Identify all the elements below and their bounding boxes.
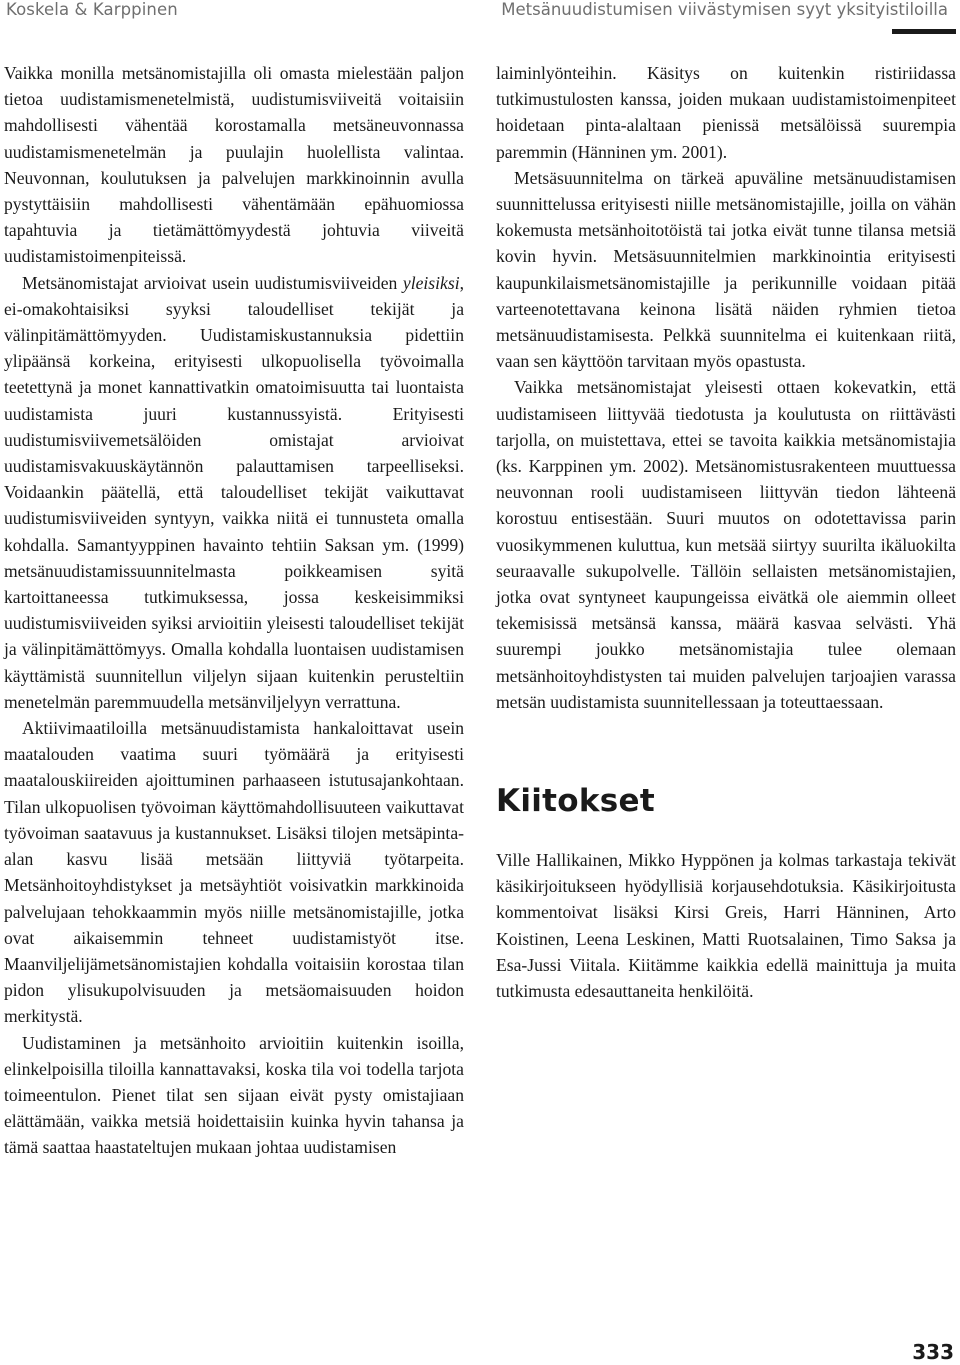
left-text-column [4,60,464,1161]
paragraph [4,270,464,715]
right-text-column [496,60,956,1004]
paragraph: laiminlyönteihin. Käsitys on kuitenkin ristiriidassa tutkimustulosten kanssa, joiden mukaan uudistamistoimenpiteet hoidetaan pinta-alaltaan pienissä metsälöissä suurempia paremmin (Hänninen ym. 2001). [496,63,956,162]
paragraph: Vaikka metsänomistajat yleisesti ottaen kokevatkin, että uudistamiseen liittyvää tiedotusta ja koulutusta on riittävästi tarjolla, on muistettava, ettei se tavoita kaikkia metsänomistajia (ks. Karppinen ym. 2002). Metsänomistusrakenteen muuttuessa neuvonnan rooli uudistamiseen liittyvän tiedon lähteenä korostuu entisestään. Suuri muutos on odotettavissa parin vuosikymmenen kuluttua, kun metsää siirtyy suurilta ikäluokilta seuraavalle sukupolvelle. Tällöin sellaisten metsänomistajien, jotka ovat syntyneet kaupungeissa eivätkä ole aiemmin olleet tekemisissä metsänsä kanssa, määrä kasvaa selvästi. Yhä suurempi joukko metsänomistajia tulee olemaan metsänhoitoyhdistysten tai muiden palvelujen tarjoajien varassa metsän uudistamista suunnitellessaan ja toteuttaessaan. [496,377,956,712]
header-rule-bar [892,29,956,34]
running-header-title: Metsänuudistumisen viivästymisen syyt yksityistiloilla [501,0,948,19]
italic-term: yleisiksi [402,272,460,293]
running-header-authors: Koskela & Karppinen [6,0,178,19]
paragraph: Ville Hallikainen, Mikko Hyppönen ja kolmas tarkastaja tekivät käsikirjoitukseen hyödyllisiä korjausehdotuksia. Käsikirjoitusta kommentoivat lisäksi Kirsi Greis, Harri Hänninen, Arto Koistinen, Leena Leskinen, Matti Ruotsalainen, Timo Saksa ja Esa-Jussi Viitala. Kiitämme kaikkia edellä mainittuja ja muita tutkimusta edesauttaneita henkilöitä. [496,850,956,1002]
paragraph: Vaikka monilla metsänomistajilla oli omasta mielestään paljon tietoa uudistamismenetelmistä, uudistumisviiveitä voitaisiin mahdollisesti vähentää korostamalla metsäneuvonnassa uudistamismenetelmän ja puulajin huolellista valintaa. Neuvonnan, koulutuksen ja palvelujen markkinoinnin avulla pystyttäisiin mahdollisesti vähentämään epähuomiossa tapahtuvia ja tietämättömyydestä johtuvia viiveitä uudistamistoimenpiteissä. [4,63,464,267]
paragraph: Aktiivimaatiloilla metsänuudistamista hankaloittavat usein maatalouden vaatima suuri työmäärä ja erityisesti maatalouskiireiden ajoittuminen parhaaseen istutusajankohtaan. Tilan ulkopuolisen työvoiman käyttömahdollisuuteen vaikuttavat työvoiman saatavuus ja kustannukset. Lisäksi tilojen metsäpinta-alan kasvu lisää metsään liittyviä työtarpeita. Metsänhoitoyhdistykset ja metsäyhtiöt voisivatkin markkinoida palvelujaan tehokkaammin myös niille metsänomistajille, jotka ovat aikaisemmin tehneet uudistamistyöt itse. Maanviljelijämetsänomistajien kohdalla voitaisiin korostaa tilan pidon ylisukupolvisuuden ja metsäomaisuuden hoidon merkitystä. [4,718,464,1027]
section-heading-kiitokset: Kiitokset [496,783,656,820]
paragraph-text: , ei-omakohtaisiksi syyksi taloudelliset tekijät ja välinpitämättömyyden. Uudistamiskustannuksia pidettiin ylipäänsä korkeina, erityisesti ulkopuolisella työvoimalla teetettynä ja monet kannattivatkin omatoimisuutta tai luontaista uudistamista juuri kustannussyistä. Erityisesti uudistumisviivemetsälöiden omistajat arvioivat uudistamisvakuuskäytännön palauttamisen tarpeelliseksi. Voidaankin päätellä, että taloudelliset tekijät vaikuttavat uudistumisviiveiden syntyyn, vaikka niitä ei tunnusteta omalla kohdalla. Samantyyppinen havainto tehtiin Saksan ym. (1999) metsänuudistamissuunnitelmasta poikkeamisen syitä kartoittaneessa tutkimuksessa, jossa keskeisimmiksi uudistumisviiveiden syiksi arvioitiin yleisesti taloudelliset tekijät ja välinpitämättömyys. Omalla kohdalla luontaisen uudistamisen käyttämistä suunnitellun viljelyn sijaan kuitenkin perusteltiin menetelmän paremmuudella metsänviljelyyn verrattuna. [4,272,464,712]
paragraph: Uudistaminen ja metsänhoito arvioitiin kuitenkin isoilla, elinkelpoisilla tiloilla kannattavaksi, koska tila voi todella tarjota toimeentulon. Pienet tilat sen sijaan eivät pysty omistajiaan elättämään, vaikka metsiä hoidettaisiin kuinka hyvin tahansa ja tämä saattaa haastateltujen mukaan johtaa uudistamisen [4,1032,464,1158]
paragraph: Metsäsuunnitelma on tärkeä apuväline metsänuudistamisen suunnittelussa erityisesti niille metsänomistajille, joilla on vähän kokemusta metsänhoitotöistä tai jotka eivät tunne tilansa metsiä kovin hyvin. Metsäsuunnitelmien markkinointia erityisesti kaupunkilaismetsänomistajille ja perikunnille voidaan pitää varteenotettavana keinona lisätä näiden ryhmien tietoa metsänuudistamisesta. Pelkkä suunnitelma ei kuitenkaan riitä, vaan sen käyttöön tarvitaan myös opastusta. [496,167,956,372]
page-number: 333 [912,1340,954,1364]
paragraph-text: Metsänomistajat arvioivat usein uudistumisviiveiden [22,272,403,293]
